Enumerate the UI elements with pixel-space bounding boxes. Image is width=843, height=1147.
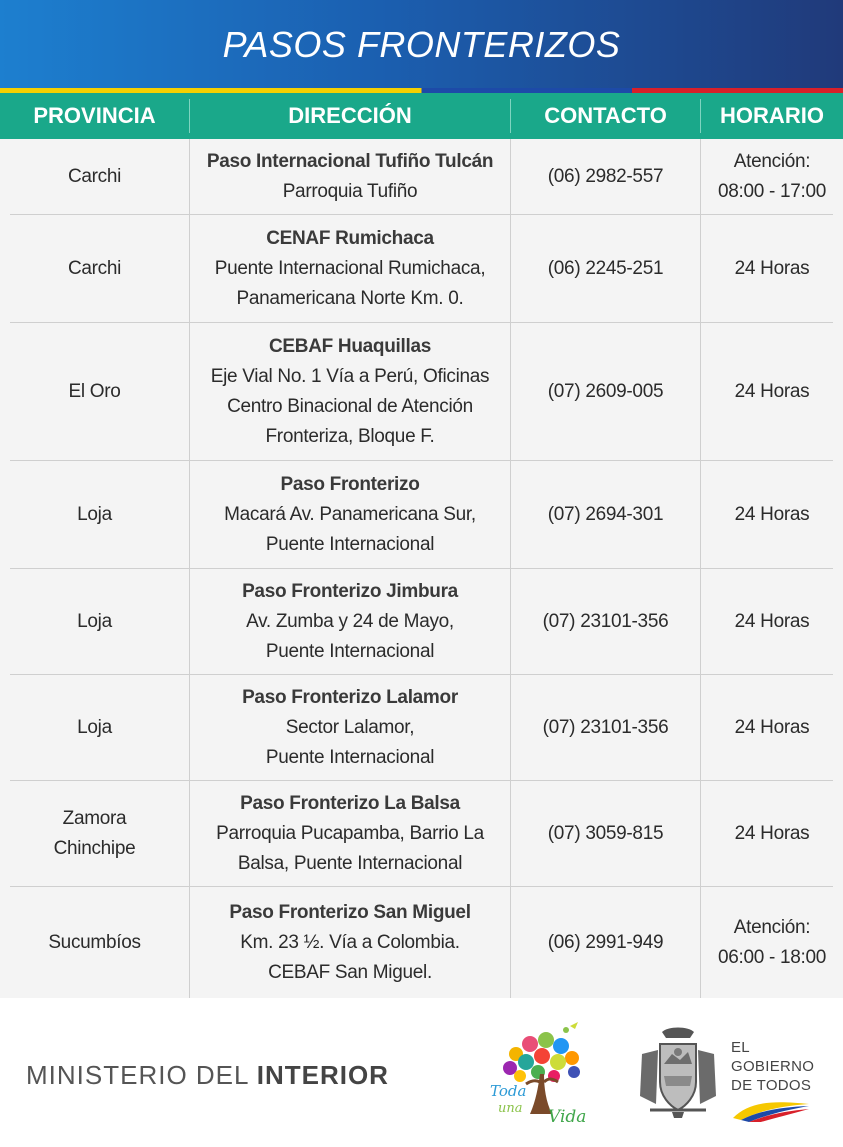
- direccion-line: Panamericana Norte Km. 0.: [236, 288, 464, 309]
- column-divider: [510, 139, 511, 998]
- cell-direccion: [190, 215, 510, 323]
- cell-horario: [701, 781, 843, 887]
- border-crossings-table: [0, 139, 843, 998]
- provincia-text: Loja: [77, 717, 112, 738]
- horario-text: 24 Horas: [734, 504, 810, 525]
- direccion-line: Puente Internacional: [265, 641, 435, 662]
- provincia-text: Loja: [77, 611, 112, 632]
- direccion-line: Balsa, Puente Internacional: [237, 853, 463, 874]
- direccion-title: Paso Fronterizo La Balsa: [240, 793, 460, 814]
- cell-provincia: [0, 139, 189, 215]
- cell-horario: [701, 887, 843, 998]
- phone-number: (07) 23101-356: [542, 611, 669, 632]
- cell-contacto: [511, 323, 700, 461]
- direccion-line: Macará Av. Panamericana Sur,: [224, 504, 476, 525]
- cell-direccion: [190, 675, 510, 781]
- svg-text:Toda: Toda: [490, 1082, 527, 1100]
- column-header-provincia: PROVINCIA: [33, 103, 156, 128]
- cell-direccion: [190, 781, 510, 887]
- table-header: [0, 93, 843, 139]
- cell-direccion: [190, 323, 510, 461]
- cell-provincia: [0, 569, 189, 675]
- provincia-text: Carchi: [67, 258, 122, 279]
- direccion-line: Av. Zumba y 24 de Mayo,: [246, 611, 454, 632]
- horario-text: 24 Horas: [734, 717, 810, 738]
- cell-provincia: [0, 461, 189, 569]
- footer: [0, 998, 843, 1147]
- table-row: [0, 215, 843, 323]
- direccion-line: Puente Internacional: [265, 747, 435, 768]
- provincia-text: El Oro: [68, 381, 121, 402]
- cell-direccion: [190, 887, 510, 998]
- horario-text: 24 Horas: [734, 381, 810, 402]
- direccion-line: Centro Binacional de Atención: [227, 396, 473, 417]
- phone-number: (07) 3059-815: [547, 823, 664, 844]
- svg-text:una: una: [498, 1101, 523, 1116]
- direccion-title: Paso Fronterizo: [280, 474, 420, 495]
- table-row: [0, 887, 843, 998]
- provincia-text: Sucumbíos: [48, 931, 141, 953]
- phone-number: (07) 23101-356: [542, 717, 669, 738]
- column-divider: [189, 139, 190, 998]
- table-row: [0, 323, 843, 461]
- table-row: [0, 461, 843, 569]
- cell-provincia: [0, 215, 189, 323]
- cell-provincia: [0, 675, 189, 781]
- horario-text: 24 Horas: [734, 611, 810, 632]
- direccion-line: Km. 23 ½. Vía a Colombia.: [240, 931, 460, 953]
- provincia-text: Carchi: [67, 166, 122, 187]
- cell-provincia: [0, 781, 189, 887]
- horario-text: 06:00 - 18:00: [717, 946, 827, 968]
- ministry-name: MINISTERIO DEL INTERIOR: [26, 1060, 389, 1090]
- cell-horario: [701, 323, 843, 461]
- horario-text: 24 Horas: [734, 823, 810, 844]
- cell-direccion: [190, 139, 510, 215]
- cell-contacto: [511, 461, 700, 569]
- phone-number: (07) 2694-301: [547, 504, 664, 525]
- direccion-line: Sector Lalamor,: [285, 717, 415, 738]
- cell-contacto: [511, 781, 700, 887]
- direccion-title: CENAF Rumichaca: [266, 228, 434, 249]
- direccion-title: Paso Fronterizo Lalamor: [242, 687, 458, 708]
- column-header-contacto: CONTACTO: [544, 103, 667, 128]
- column-divider: [700, 139, 701, 998]
- direccion-title: Paso Fronterizo Jimbura: [242, 581, 458, 602]
- cell-horario: [701, 569, 843, 675]
- provincia-text: Chinchipe: [53, 838, 136, 859]
- cell-horario: [701, 139, 843, 215]
- page-title: PASOS FRONTERIZOS: [222, 24, 621, 65]
- horario-text: Atención:: [733, 151, 811, 172]
- table-row: [0, 781, 843, 887]
- phone-number: (06) 2991-949: [547, 931, 664, 953]
- cell-provincia: [0, 323, 189, 461]
- column-header-horario: HORARIO: [720, 103, 824, 128]
- el-gobierno-de-todos-text: EL GOBIERNO DE TODOS: [731, 1039, 815, 1094]
- svg-text:Vida: Vida: [548, 1107, 587, 1127]
- direccion-line: Fronteriza, Bloque F.: [265, 426, 435, 447]
- direccion-line: CEBAF San Miguel.: [268, 961, 432, 983]
- cell-horario: [701, 461, 843, 569]
- direccion-line: Puente Internacional: [265, 534, 435, 555]
- table-row: [0, 139, 843, 215]
- direccion-line: Parroquia Pucapamba, Barrio La: [216, 823, 484, 844]
- cell-contacto: [511, 215, 700, 323]
- cell-contacto: [511, 675, 700, 781]
- phone-number: (07) 2609-005: [547, 381, 664, 402]
- cell-direccion: [190, 569, 510, 675]
- toda-una-vida-tree-logo: [486, 1016, 598, 1128]
- direccion-title: CEBAF Huaquillas: [269, 336, 431, 357]
- direccion-line: Puente Internacional Rumichaca,: [214, 258, 486, 279]
- provincia-text: Zamora: [62, 808, 127, 829]
- horario-text: 08:00 - 17:00: [717, 181, 827, 202]
- cell-horario: [701, 675, 843, 781]
- direccion-line: Eje Vial No. 1 Vía a Perú, Oficinas: [210, 366, 490, 387]
- cell-direccion: [190, 461, 510, 569]
- table-row: [0, 569, 843, 675]
- column-header-direccion: DIRECCIÓN: [288, 103, 412, 128]
- direccion-title: Paso Fronterizo San Miguel: [229, 901, 471, 923]
- gobierno-flag-swoosh-icon: [731, 1096, 811, 1122]
- horario-text: 24 Horas: [734, 258, 810, 279]
- cell-contacto: [511, 139, 700, 215]
- horario-text: Atención:: [733, 916, 811, 938]
- cell-provincia: [0, 887, 189, 998]
- direccion-title: Paso Internacional Tufiño Tulcán: [206, 151, 494, 172]
- cell-horario: [701, 215, 843, 323]
- cell-contacto: [511, 887, 700, 998]
- cell-contacto: [511, 569, 700, 675]
- phone-number: (06) 2245-251: [547, 258, 664, 279]
- ecuador-coat-of-arms-icon: [632, 1024, 724, 1120]
- provincia-text: Loja: [77, 504, 112, 525]
- direccion-line: Parroquia Tufiño: [282, 181, 418, 202]
- table-row: [0, 675, 843, 781]
- phone-number: (06) 2982-557: [547, 166, 664, 187]
